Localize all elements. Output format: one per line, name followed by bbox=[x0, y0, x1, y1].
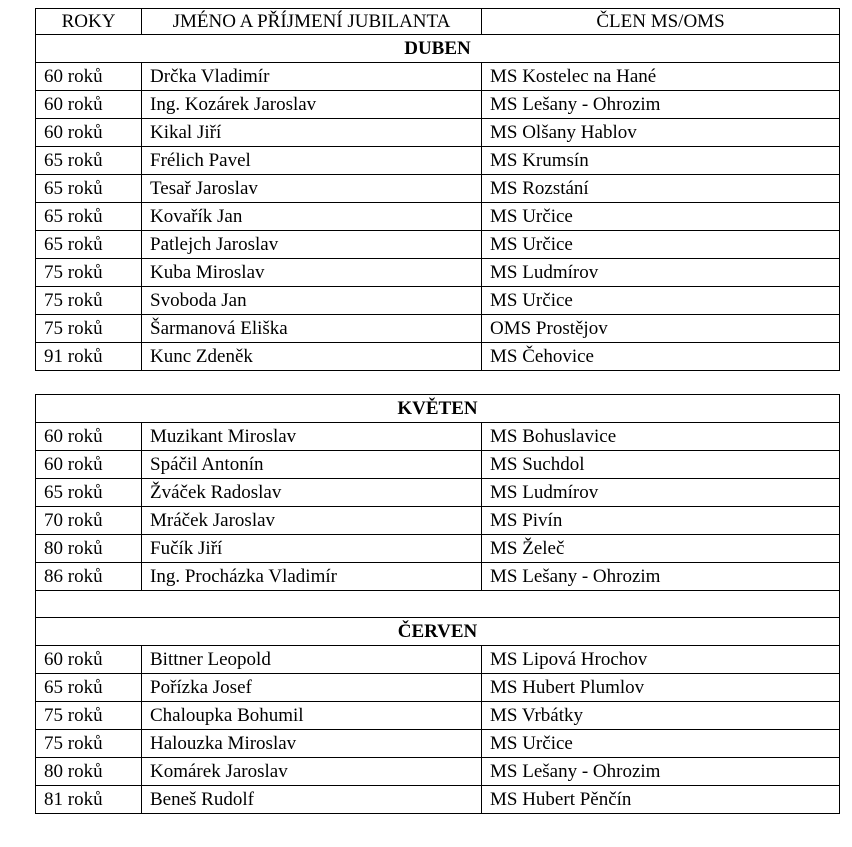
cell-name: Patlejch Jaroslav bbox=[142, 231, 482, 259]
table-row bbox=[36, 535, 840, 563]
cell-years: 65 roků bbox=[36, 175, 142, 203]
table-row bbox=[36, 119, 840, 147]
cell-member: MS Lipová Hrochov bbox=[482, 646, 840, 674]
cell-name: Ing. Procházka Vladimír bbox=[142, 563, 482, 591]
cell-years: 60 roků bbox=[36, 646, 142, 674]
cell-member: MS Určice bbox=[482, 203, 840, 231]
cell-years: 60 roků bbox=[36, 451, 142, 479]
cell-member: MS Určice bbox=[482, 730, 840, 758]
cell-name: Ing. Kozárek Jaroslav bbox=[142, 91, 482, 119]
table-row bbox=[36, 451, 840, 479]
table-row bbox=[36, 63, 840, 91]
cell-member: MS Olšany Hablov bbox=[482, 119, 840, 147]
cell-years: 60 roků bbox=[36, 91, 142, 119]
cell-years: 75 roků bbox=[36, 259, 142, 287]
cell-name: Kunc Zdeněk bbox=[142, 343, 482, 371]
cell-name: Fučík Jiří bbox=[142, 535, 482, 563]
cell-years: 60 roků bbox=[36, 119, 142, 147]
cell-years: 60 roků bbox=[36, 63, 142, 91]
cell-years: 80 roků bbox=[36, 535, 142, 563]
table-row bbox=[36, 91, 840, 119]
cell-years: 75 roků bbox=[36, 702, 142, 730]
cell-name: Šarmanová Eliška bbox=[142, 315, 482, 343]
cell-years: 75 roků bbox=[36, 315, 142, 343]
cell-name: Tesař Jaroslav bbox=[142, 175, 482, 203]
table-row bbox=[36, 563, 840, 591]
cell-member: MS Hubert Plumlov bbox=[482, 674, 840, 702]
cell-member: MS Určice bbox=[482, 287, 840, 315]
cell-years: 75 roků bbox=[36, 730, 142, 758]
month-heading: DUBEN bbox=[36, 35, 840, 63]
table-row bbox=[36, 646, 840, 674]
cell-member: MS Lešany - Ohrozim bbox=[482, 563, 840, 591]
cell-years: 60 roků bbox=[36, 423, 142, 451]
cell-member: MS Bohuslavice bbox=[482, 423, 840, 451]
cell-years: 81 roků bbox=[36, 786, 142, 814]
table-row bbox=[36, 287, 840, 315]
cell-years: 91 roků bbox=[36, 343, 142, 371]
header-years: ROKY bbox=[36, 9, 142, 35]
cell-name: Spáčil Antonín bbox=[142, 451, 482, 479]
cell-years: 65 roků bbox=[36, 147, 142, 175]
jubilee-table-may-june bbox=[35, 394, 840, 814]
cell-years: 70 roků bbox=[36, 507, 142, 535]
table-row bbox=[36, 730, 840, 758]
table-row bbox=[36, 343, 840, 371]
cell-name: Beneš Rudolf bbox=[142, 786, 482, 814]
cell-member: MS Želeč bbox=[482, 535, 840, 563]
cell-name: Svoboda Jan bbox=[142, 287, 482, 315]
cell-member: MS Lešany - Ohrozim bbox=[482, 91, 840, 119]
cell-name: Halouzka Miroslav bbox=[142, 730, 482, 758]
table-row bbox=[36, 507, 840, 535]
month-heading-row bbox=[36, 35, 840, 63]
cell-name: Drčka Vladimír bbox=[142, 63, 482, 91]
cell-name: Muzikant Miroslav bbox=[142, 423, 482, 451]
cell-name: Žváček Radoslav bbox=[142, 479, 482, 507]
cell-member: MS Ludmírov bbox=[482, 479, 840, 507]
cell-member: MS Ludmírov bbox=[482, 259, 840, 287]
table-row bbox=[36, 259, 840, 287]
cell-years: 65 roků bbox=[36, 203, 142, 231]
header-member: ČLEN MS/OMS bbox=[482, 9, 840, 35]
table-header-row bbox=[36, 9, 840, 35]
cell-member: MS Kostelec na Hané bbox=[482, 63, 840, 91]
spacer-cell bbox=[36, 591, 840, 618]
cell-name: Kovařík Jan bbox=[142, 203, 482, 231]
cell-name: Kuba Miroslav bbox=[142, 259, 482, 287]
cell-member: MS Suchdol bbox=[482, 451, 840, 479]
month-heading-row bbox=[36, 618, 840, 646]
table-row bbox=[36, 479, 840, 507]
cell-years: 75 roků bbox=[36, 287, 142, 315]
cell-years: 86 roků bbox=[36, 563, 142, 591]
cell-member: MS Krumsín bbox=[482, 147, 840, 175]
cell-member: MS Vrbátky bbox=[482, 702, 840, 730]
cell-member: MS Lešany - Ohrozim bbox=[482, 758, 840, 786]
cell-name: Bittner Leopold bbox=[142, 646, 482, 674]
cell-name: Frélich Pavel bbox=[142, 147, 482, 175]
cell-years: 65 roků bbox=[36, 231, 142, 259]
table-row bbox=[36, 175, 840, 203]
month-heading: KVĚTEN bbox=[36, 395, 840, 423]
cell-years: 65 roků bbox=[36, 479, 142, 507]
cell-name: Mráček Jaroslav bbox=[142, 507, 482, 535]
table-row bbox=[36, 203, 840, 231]
table-row bbox=[36, 674, 840, 702]
cell-member: OMS Prostějov bbox=[482, 315, 840, 343]
table-row bbox=[36, 231, 840, 259]
cell-name: Kikal Jiří bbox=[142, 119, 482, 147]
jubilee-table-april bbox=[35, 8, 840, 371]
cell-member: MS Pivín bbox=[482, 507, 840, 535]
cell-member: MS Hubert Pěnčín bbox=[482, 786, 840, 814]
month-heading: ČERVEN bbox=[36, 618, 840, 646]
table-row bbox=[36, 758, 840, 786]
cell-member: MS Určice bbox=[482, 231, 840, 259]
table-row bbox=[36, 702, 840, 730]
table-row bbox=[36, 147, 840, 175]
cell-member: MS Čehovice bbox=[482, 343, 840, 371]
table-row bbox=[36, 315, 840, 343]
cell-name: Komárek Jaroslav bbox=[142, 758, 482, 786]
cell-name: Pořízka Josef bbox=[142, 674, 482, 702]
spacer-row bbox=[36, 591, 840, 618]
cell-years: 80 roků bbox=[36, 758, 142, 786]
cell-name: Chaloupka Bohumil bbox=[142, 702, 482, 730]
cell-years: 65 roků bbox=[36, 674, 142, 702]
table-row bbox=[36, 423, 840, 451]
cell-member: MS Rozstání bbox=[482, 175, 840, 203]
table-row bbox=[36, 786, 840, 814]
month-heading-row bbox=[36, 395, 840, 423]
header-name: JMÉNO A PŘÍJMENÍ JUBILANTA bbox=[142, 9, 482, 35]
